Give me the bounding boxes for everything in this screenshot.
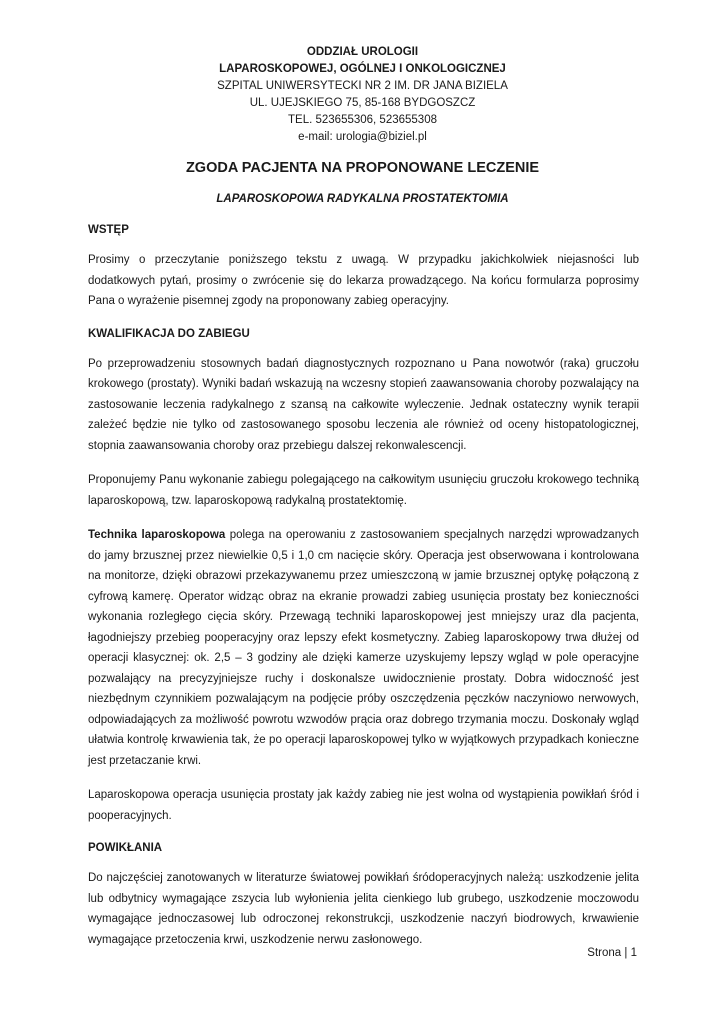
page-separator: | — [624, 947, 628, 959]
paragraph-kwalifikacja-2: Proponujemy Panu wykonanie zabiegu polegającego na całkowitym usunięciu gruczołu krokowego techniką laparoskopową, tzw. laparoskopową radykalną prostatektomię. — [88, 474, 639, 507]
document-subtitle: LAPAROSKOPOWA RADYKALNA PROSTATEKTOMIA — [216, 193, 509, 205]
page-number: 1 — [630, 947, 637, 959]
header-address: UL. UJEJSKIEGO 75, 85-168 BYDGOSZCZ — [249, 97, 476, 109]
document-body — [88, 222, 639, 964]
page-label: Strona — [587, 947, 622, 959]
section-heading-wstep: WSTĘP — [88, 224, 129, 236]
paragraph-kwalifikacja-4: Laparoskopowa operacja usunięcia prostaty jak każdy zabieg nie jest wolna od wystąpienia powikłań śród i pooperacyjnych. — [88, 789, 639, 822]
header-email: e-mail: urologia@biziel.pl — [298, 131, 427, 143]
header-department: ODDZIAŁ UROLOGII — [306, 46, 419, 58]
technika-term: Technika laparoskopowa — [88, 529, 226, 541]
technika-description: polega na operowaniu z zastosowaniem specjalnych narzędzi wprowadzanych do jamy brzusznej przez niewielkie 0,5 i 1,0 cm nacięcie skóry. Operacja jest obserwowana i kontrolowana na monitorze, dzięki obrazowi przekazywanemu przez umieszczoną w jamie brzusznej optykę połączoną z cyfrową kamerę. Operator widząc obraz na ekranie prowadzi zabieg usunięcia prostaty bez konieczności wykonania rozległego cięcia skóry. Przewagą techniki laparoskopowej jest mniejszy uraz dla pacjenta, łagodniejszy przebieg pooperacyjny oraz lepszy efekt kosmetyczny. Zabieg laparoskopowy trwa dłużej od operacji klasycznej: ok. 2,5 – 3 godziny ale dzięki kamerze uzyskujemy lepszy wgląd w pole operacyjne pozwalający na precyzyjniejsze ruchy i doskonalsze uwidocznienie prostaty. Dobra widoczność jest niezbędnym czynnikiem pozwalającym na podjęcie próby oszczędzenia pęczków naczyniowo nerwowych, odpowiadających za możliwość powrotu wzwodów prącia oraz dobrego trzymania moczu. Doskonały wgląd ułatwia kontrolę krwawienia tak, że po operacji laparoskopowej tylko w wyjątkowych przypadkach konieczne jest przetaczanie krwi. — [88, 529, 639, 767]
section-heading-powiklania: POWIKŁANIA — [88, 842, 163, 854]
paragraph-technika — [88, 525, 639, 771]
header-hospital: SZPITAL UNIWERSYTECKI NR 2 IM. DR JANA BIZIELA — [217, 80, 508, 92]
paragraph-kwalifikacja-1: Po przeprowadzeniu stosownych badań diagnostycznych rozpoznano u Pana nowotwór (raka) gruczołu krokowego (prostaty). Wyniki badań wskazują na wczesny stopień zaawansowania choroby pozwalający na zastosowanie leczenia radykalnego z szansą na całkowite wyleczenie. Jednak ostateczny wynik terapii zależeć będzie nie tylko od zastosowanego sposobu leczenia ale również od oceny histopatologicznej, stopnia zaawansowania choroby oraz przebiegu dalszej rekonwalescencji. — [88, 357, 639, 452]
document-title: ZGODA PACJENTA NA PROPONOWANE LECZENIE — [185, 160, 540, 176]
paragraph-wstep: Prosimy o przeczytanie poniższego tekstu z uwagą. W przypadku jakichkolwiek niejasności lub dodatkowych pytań, prosimy o zwrócenie się do lekarza prowadzącego. Na końcu formularza poprosimy Pana o wyrażenie pisemnej zgody na proponowany zabieg operacyjny. — [88, 254, 639, 307]
page-footer — [587, 947, 637, 959]
header-phone: TEL. 523655306, 523655308 — [288, 114, 437, 126]
section-heading-kwalifikacja: KWALIFIKACJA DO ZABIEGU — [88, 327, 250, 340]
header-department-sub: LAPAROSKOPOWEJ, OGÓLNEJ I ONKOLOGICZNEJ — [219, 63, 506, 75]
document-header — [0, 44, 725, 146]
paragraph-powiklania: Do najczęściej zanotowanych w literaturze światowej powikłań śródoperacyjnych należą: uszkodzenie jelita lub odbytnicy wymagające zszycia lub wyłonienia jelita cienkiego lub grubego, uszkodzenie moczowodu wymagające jednoczasowej lub odroczonej rekonstrukcji, uszkodzenie naczyń biodrowych, krwawienie wymagające przetoczenia krwi, uszkodzenie nerwu zasłonowego. — [88, 872, 639, 946]
